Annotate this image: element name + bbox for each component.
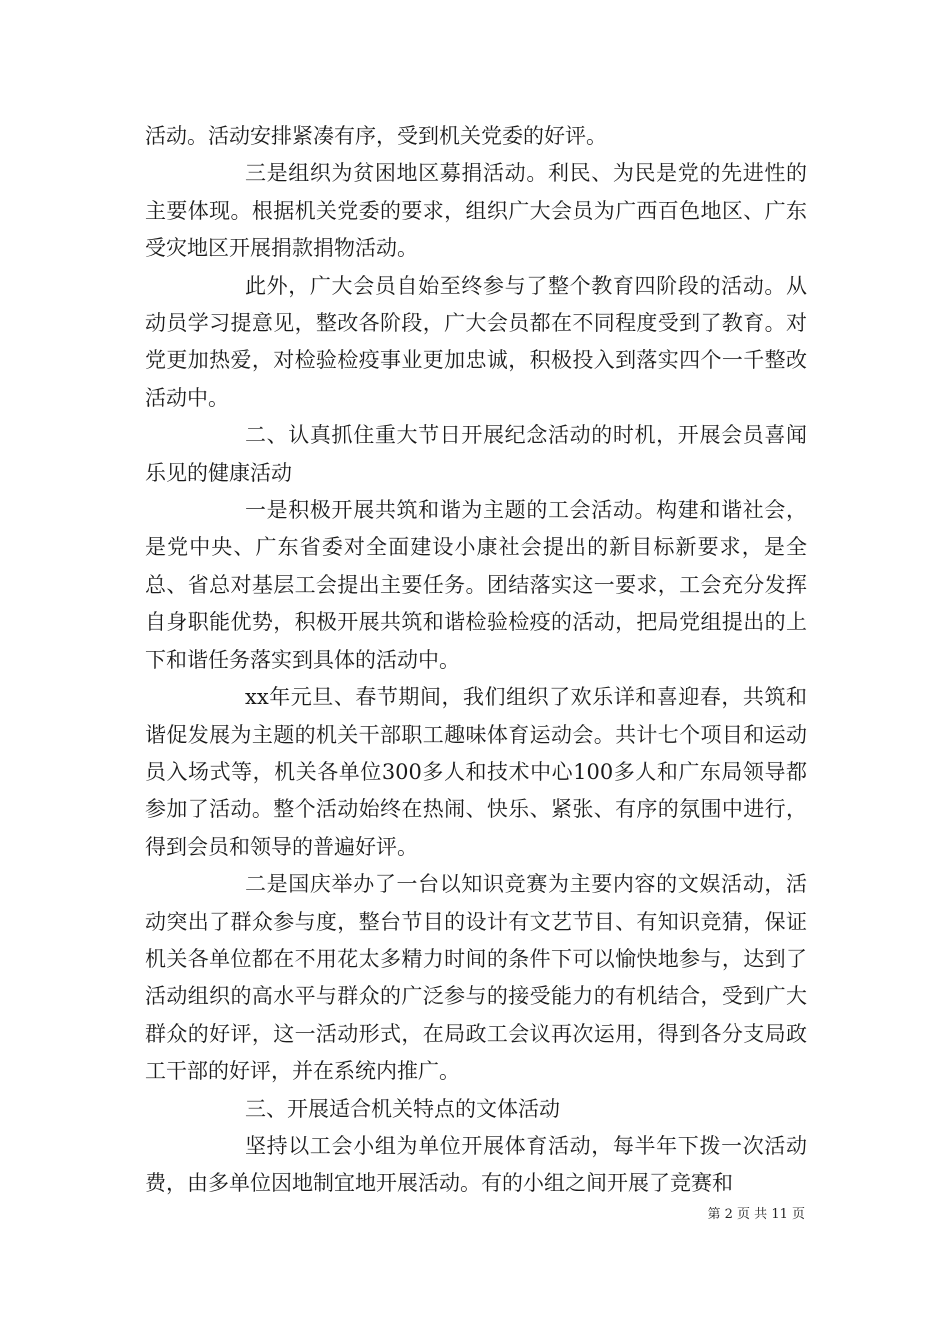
paragraph: xx年元旦、春节期间，我们组织了欢乐详和喜迎春，共筑和谐促发展为主题的机关干部职工趣味体育运动会。共计七个项目和运动员入场式等，机关各单位300多人和技术中心100多人和广东局领导都参加了活动。整个活动始终在热闹、快乐、紧张、有序的氛围中进行，得到会员和领导的普遍好评。: [145, 685, 807, 859]
paragraph: 二是国庆举办了一台以知识竞赛为主要内容的文娱活动，活动突出了群众参与度，整台节目的设计有文艺节目、有知识竞猜，保证机关各单位都在不用花太多精力时间的条件下可以愉快地参与，达到了活动组织的高水平与群众的广泛参与的接受能力的有机结合，受到广大群众的好评，这一活动形式，在局政工会议再次运用，得到各分支局政工干部的好评，并在系统内推广。: [145, 872, 807, 1084]
paragraph: 此外，广大会员自始至终参与了整个教育四阶段的活动。从动员学习提意见，整改各阶段，广大会员都在不同程度受到了教育。对党更加热爱，对检验检疫事业更加忠诚，积极投入到落实四个一千整改活动中。: [145, 273, 807, 410]
document-body: [145, 118, 807, 1203]
paragraph: 三是组织为贫困地区募捐活动。利民、为民是党的先进性的主要体现。根据机关党委的要求，组织广大会员为广西百色地区、广东受灾地区开展捐款捐物活动。: [145, 161, 807, 261]
section-heading: 三、开展适合机关特点的文体活动: [245, 1096, 560, 1121]
page-number-footer: 第 2 页 共 11 页: [707, 1207, 805, 1222]
paragraph: 一是积极开展共筑和谐为主题的工会活动。构建和谐社会，是党中央、广东省委对全面建设小康社会提出的新目标新要求，是全总、省总对基层工会提出主要任务。团结落实这一要求，工会充分发挥自身职能优势，积极开展共筑和谐检验检疫的活动，把局党组提出的上下和谐任务落实到具体的活动中。: [145, 498, 807, 672]
paragraph: 坚持以工会小组为单位开展体育活动，每半年下拨一次活动费，由多单位因地制宜地开展活动。有的小组之间开展了竞赛和: [145, 1133, 807, 1196]
paragraph: 活动。活动安排紧凑有序，受到机关党委的好评。: [145, 124, 607, 148]
section-heading: 二、认真抓住重大节日开展纪念活动的时机，开展会员喜闻乐见的健康活动: [145, 423, 807, 485]
